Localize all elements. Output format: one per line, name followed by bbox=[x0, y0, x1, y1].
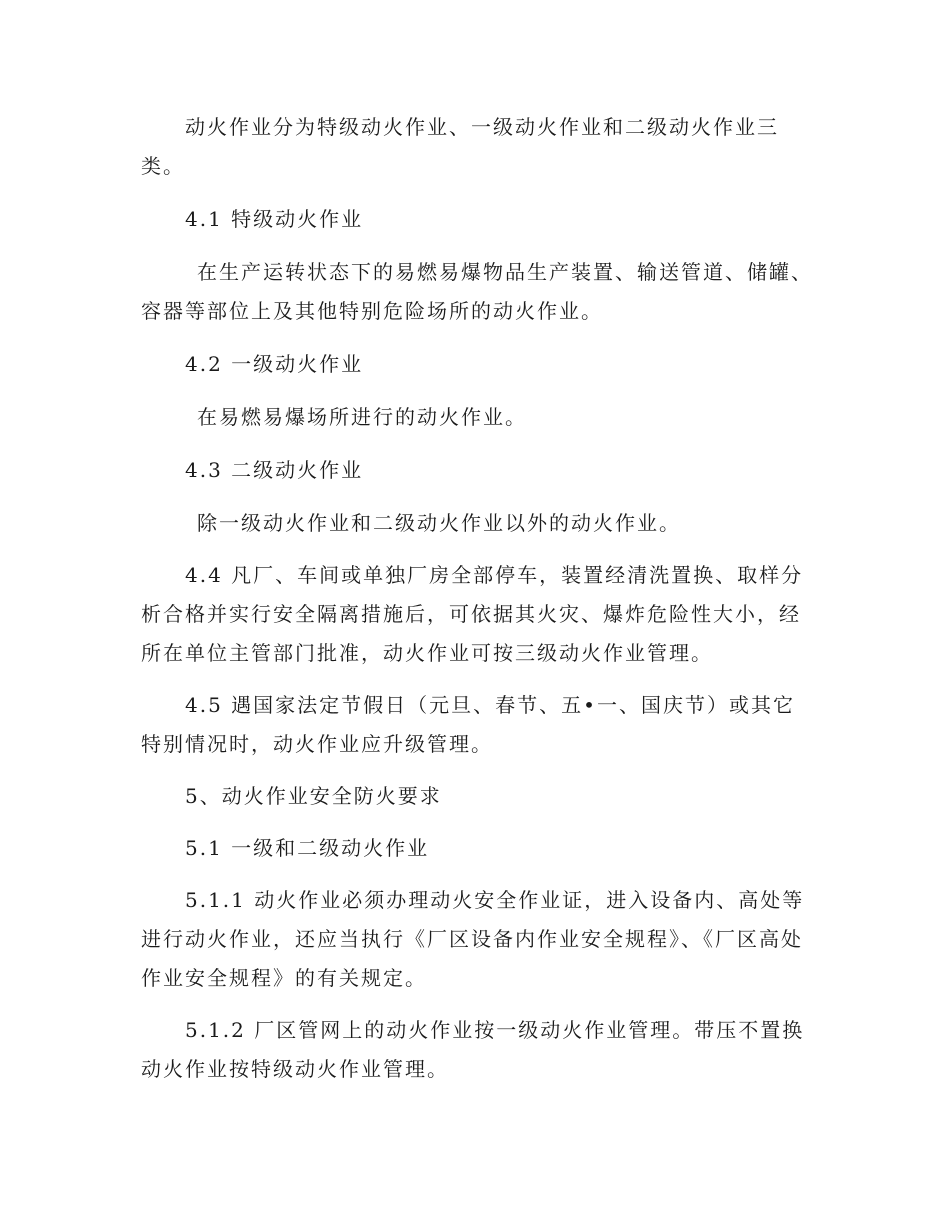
section-5-1-2: 5.1.2 厂区管网上的动火作业按一级动火作业管理。带压不置换动火作业按特级动火作业管理。 bbox=[141, 1018, 805, 1081]
document-body bbox=[141, 108, 813, 1089]
section-heading-5-1: 5.1 一级和二级动火作业 bbox=[185, 836, 430, 860]
section-body-4-2: 在易燃易爆场所进行的动火作业。 bbox=[197, 405, 527, 429]
section-body-4-1: 在生产运转状态下的易燃易爆物品生产装置、输送管道、储罐、容器等部位上及其他特别危险场所的动火作业。 bbox=[141, 260, 813, 323]
section-4-5: 4.5 遇国家法定节假日（元旦、春节、五•一、国庆节）或其它特别情况时，动火作业应升级管理。 bbox=[141, 693, 795, 756]
intro-paragraph: 动火作业分为特级动火作业、一级动火作业和二级动火作业三类。 bbox=[141, 115, 779, 178]
section-heading-4-3: 4.3 二级动火作业 bbox=[185, 458, 364, 482]
section-5-1-1: 5.1.1 动火作业必须办理动火安全作业证，进入设备内、高处等进行动火作业，还应当执行《厂区设备内作业安全规程》、《厂区高处作业安全规程》的有关规定。 bbox=[141, 888, 805, 990]
section-heading-4-2: 4.2 一级动火作业 bbox=[185, 352, 364, 376]
section-body-4-3: 除一级动火作业和二级动火作业以外的动火作业。 bbox=[197, 511, 681, 535]
section-heading-5: 5、动火作业安全防火要求 bbox=[185, 784, 442, 808]
section-4-4: 4.4 凡厂、车间或单独厂房全部停车，装置经清洗置换、取样分析合格并实行安全隔离措施后，可依据其火灾、爆炸危险性大小，经所在单位主管部门批准，动火作业可按三级动火作业管理。 bbox=[141, 563, 804, 665]
section-heading-4-1: 4.1 特级动火作业 bbox=[185, 207, 364, 231]
